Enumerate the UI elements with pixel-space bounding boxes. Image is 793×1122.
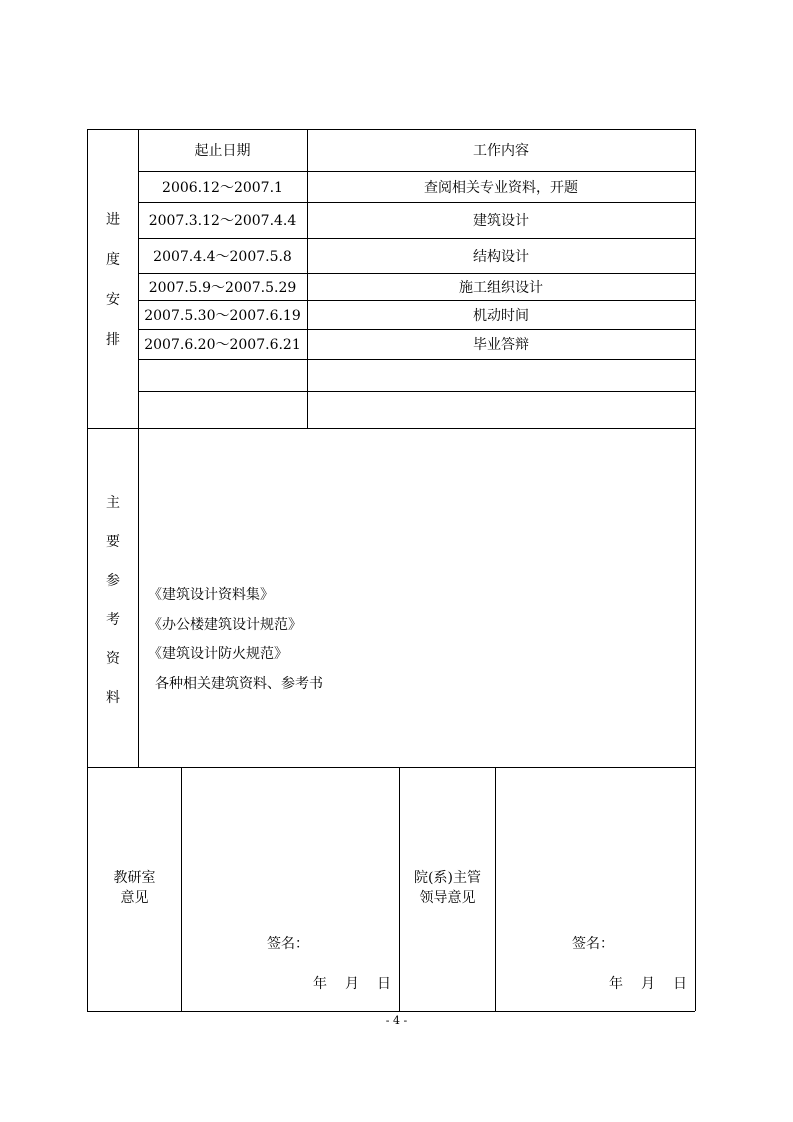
- schedule-content-cell: 机动时间: [473, 307, 529, 324]
- schedule-content-cell: 施工组织设计: [459, 279, 543, 296]
- schedule-date-cell: 2007.3.12～2007.4.4: [148, 213, 297, 229]
- schedule-header-date: 起止日期: [194, 143, 251, 159]
- schedule-date-cell: 2007.5.30～2007.6.19: [144, 307, 301, 324]
- dept-leader-opinion-label: 院(系)主管 领导意见: [414, 870, 481, 906]
- signature-label: 签名：: [267, 936, 309, 952]
- signature-label: 签名：: [572, 936, 614, 952]
- reference-item: 《建筑设计资料集》: [148, 587, 274, 603]
- date-month-label: 月: [345, 976, 359, 992]
- page-number: - 4 -: [385, 1014, 408, 1027]
- schedule-content-cell: 建筑设计: [473, 213, 529, 229]
- date-month-label: 月: [641, 976, 655, 992]
- schedule-date-cell: 2007.6.20～2007.6.21: [144, 337, 301, 353]
- reference-item: 《办公楼建筑设计规范》: [148, 617, 302, 633]
- schedule-date-cell: [138, 359, 307, 391]
- reference-item: 《建筑设计防火规范》: [148, 646, 288, 662]
- date-year-label: 年: [313, 976, 327, 992]
- schedule-content-cell: 毕业答辩: [473, 337, 529, 353]
- schedule-content-cell: [307, 359, 695, 391]
- schedule-content-cell: 查阅相关专业资料，开题: [424, 179, 578, 196]
- schedule-date-cell: [138, 391, 307, 428]
- schedule-content-cell: 结构设计: [473, 248, 529, 265]
- schedule-content-cell: [307, 391, 695, 428]
- date-day-label: 日: [673, 976, 687, 992]
- schedule-header-content: 工作内容: [473, 143, 529, 159]
- schedule-date-cell: 2006.12～2007.1: [162, 179, 283, 196]
- reference-item: 各种相关建筑资料、参考书: [155, 676, 323, 692]
- schedule-date-cell: 2007.4.4～2007.5.8: [153, 248, 292, 265]
- date-day-label: 日: [377, 976, 391, 992]
- schedule-date-cell: 2007.5.9～2007.5.29: [148, 279, 297, 296]
- teaching-office-opinion-label: 教研室 意见: [113, 870, 156, 906]
- date-year-label: 年: [609, 976, 623, 992]
